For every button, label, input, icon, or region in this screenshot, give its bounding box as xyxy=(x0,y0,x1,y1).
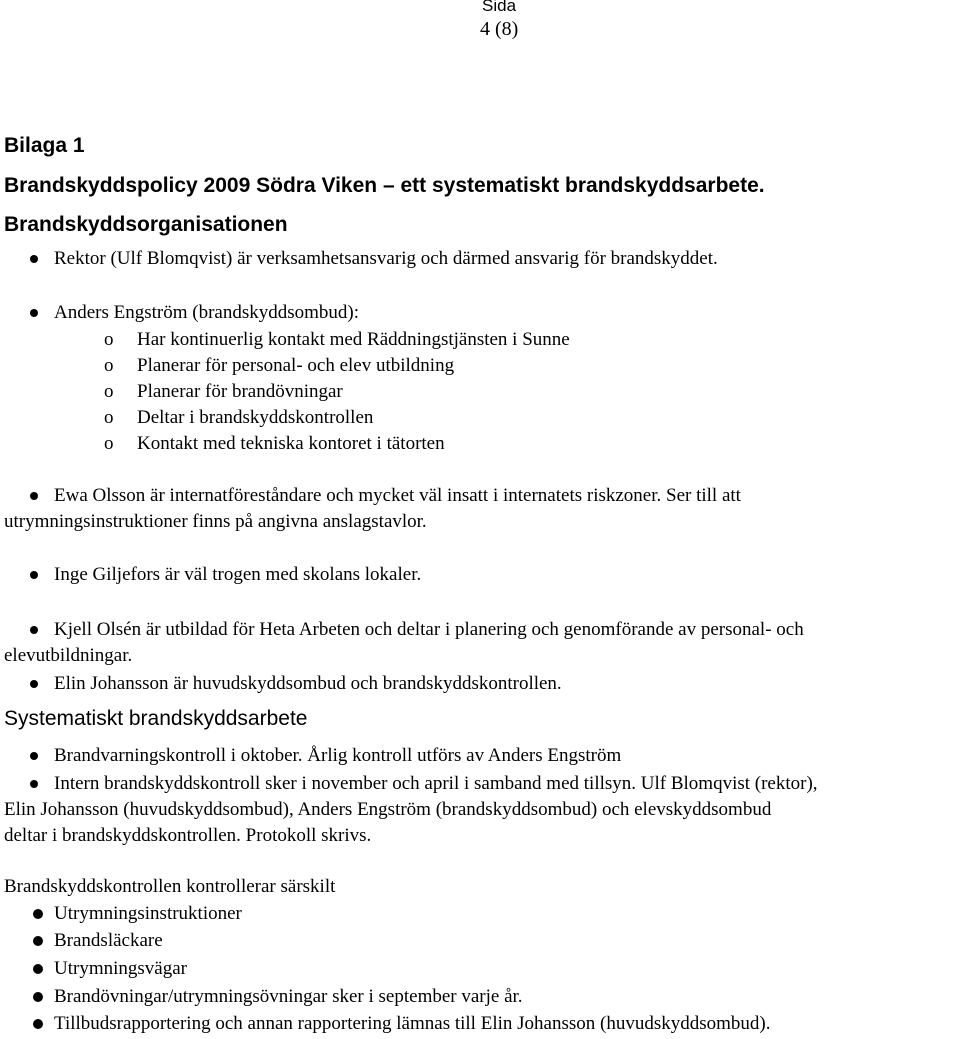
kontroll-item: Utrymningsinstruktioner xyxy=(54,903,242,924)
bullet-icon xyxy=(30,309,38,317)
bullet-icon xyxy=(33,936,43,946)
org-ewa-line2: utrymningsinstruktioner finns på angivna anslagstavlor. xyxy=(4,511,427,532)
anders-task: Planerar för brandövningar xyxy=(137,381,343,402)
anders-task: Deltar i brandskyddskontrollen xyxy=(137,407,374,428)
sub-bullet-icon: o xyxy=(104,407,114,428)
bullet-icon xyxy=(30,571,38,579)
bullet-icon xyxy=(30,492,38,500)
anders-task: Planerar för personal- och elev utbildning xyxy=(137,355,455,376)
org-ewa-line1: Ewa Olsson är internatföreståndare och mycket väl insatt i internatets riskzoner. Ser till att xyxy=(54,485,741,506)
systematiskt-item: Brandvarningskontroll i oktober. Årlig kontroll utförs av Anders Engström xyxy=(54,745,622,766)
systematiskt-item-line3: deltar i brandskyddskontrollen. Protokoll skrivs. xyxy=(4,825,372,846)
sub-bullet-icon: o xyxy=(104,381,114,402)
kontroll-item: Brandövningar/utrymningsövningar sker i september varje år. xyxy=(54,986,523,1007)
sub-bullet-icon: o xyxy=(104,433,114,454)
systematiskt-item-line1: Intern brandskyddskontroll sker i november och april i samband med tillsyn. Ulf Blomqvist (rektor), xyxy=(54,773,818,794)
heading-organisation: Brandskyddsorganisationen xyxy=(4,213,288,236)
bullet-icon xyxy=(33,964,43,974)
sub-bullet-icon: o xyxy=(104,355,114,376)
kontroll-intro: Brandskyddskontrollen kontrollerar särskilt xyxy=(4,876,336,897)
org-rektor: Rektor (Ulf Blomqvist) är verksamhetsansvarig och därmed ansvarig för brandskyddet. xyxy=(54,248,718,269)
kontroll-item: Tillbudsrapportering och annan rapportering lämnas till Elin Johansson (huvudskyddsombud). xyxy=(54,1013,771,1034)
page-number: 4 (8) xyxy=(480,18,519,40)
heading-bilaga: Bilaga 1 xyxy=(4,134,85,157)
heading-systematiskt: Systematiskt brandskyddsarbete xyxy=(4,707,308,730)
anders-task: Kontakt med tekniska kontoret i tätorten xyxy=(137,433,445,454)
sub-bullet-icon: o xyxy=(104,329,114,350)
kontroll-item: Brandsläckare xyxy=(54,930,163,951)
org-kjell-line2: elevutbildningar. xyxy=(4,645,133,666)
bullet-icon xyxy=(30,255,38,263)
org-anders: Anders Engström (brandskyddsombud): xyxy=(54,302,360,323)
bullet-icon xyxy=(30,680,38,688)
bullet-icon xyxy=(30,752,38,760)
systematiskt-item-line2: Elin Johansson (huvudskyddsombud), Anders Engström (brandskyddsombud) och elevskyddsombud xyxy=(4,799,772,820)
anders-task: Har kontinuerlig kontakt med Räddningstjänsten i Sunne xyxy=(137,329,570,350)
bullet-icon xyxy=(33,992,43,1002)
bullet-icon xyxy=(30,626,38,634)
org-inge: Inge Giljefors är väl trogen med skolans lokaler. xyxy=(54,564,422,585)
bullet-icon xyxy=(33,1019,43,1029)
org-elin: Elin Johansson är huvudskyddsombud och brandskyddskontrollen. xyxy=(54,673,562,694)
page-header-label: Sida xyxy=(482,0,517,15)
heading-policy: Brandskyddspolicy 2009 Södra Viken – ett systematiskt brandskyddsarbete. xyxy=(4,174,765,197)
bullet-icon xyxy=(33,909,43,919)
org-kjell-line1: Kjell Olsén är utbildad för Heta Arbeten och deltar i planering och genomförande av personal- och xyxy=(54,619,804,640)
kontroll-item: Utrymningsvägar xyxy=(54,958,187,979)
bullet-icon xyxy=(30,780,38,788)
